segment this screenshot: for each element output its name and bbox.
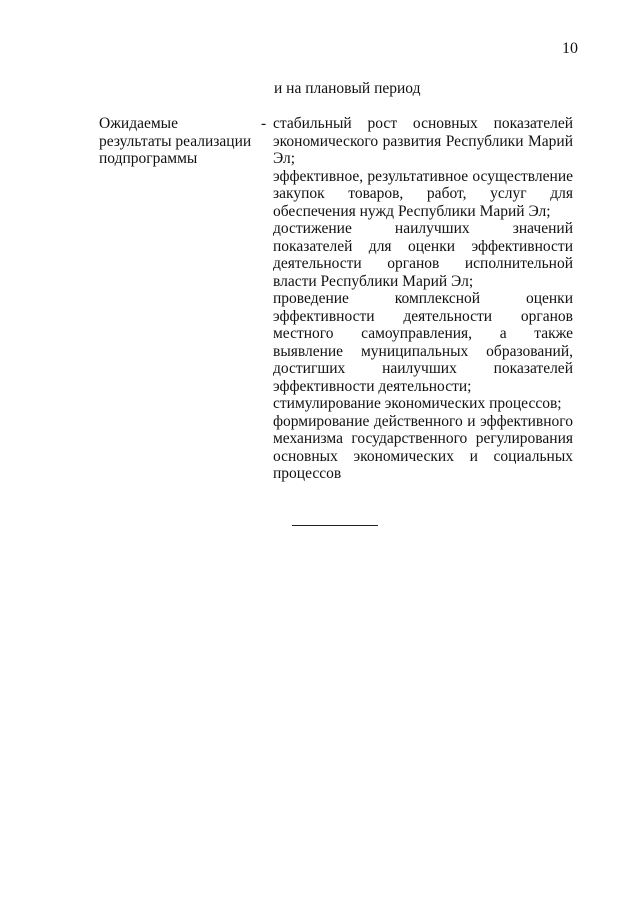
header-continuation: и на плановый период — [274, 80, 421, 97]
page-number: 10 — [562, 40, 578, 57]
result-item: проведение комплексной оценки эффективности деятельности органов местного самоуправления, а также выявление муниципальных образований, достигших наилучших показателей эффективности деятельности; — [273, 290, 573, 395]
result-item: достижение наилучших значений показателей для оценки эффективности деятельности органов исполнительной власти Республики Марий Эл; — [273, 220, 573, 290]
section-label — [99, 115, 259, 168]
result-item: эффективное, результативное осуществление закупок товаров, работ, услуг для обеспечения нужд Республики Марий Эл; — [273, 167, 573, 220]
section-label-line: результаты реализации — [99, 132, 252, 150]
result-item: стабильный рост основных показателей экономического развития Республики Марий Эл; — [273, 115, 573, 167]
section-label-line: подпрограммы — [99, 150, 198, 167]
dash-separator: - — [261, 115, 267, 132]
end-divider — [292, 525, 378, 526]
result-item: стимулирование экономических процессов; — [273, 395, 562, 412]
expected-results-list — [273, 115, 573, 483]
result-item: формирование действенного и эффективного механизма государственного регулирования основных экономических и социальных процессов — [273, 412, 573, 482]
section-label-line: Ожидаемые — [99, 115, 178, 132]
